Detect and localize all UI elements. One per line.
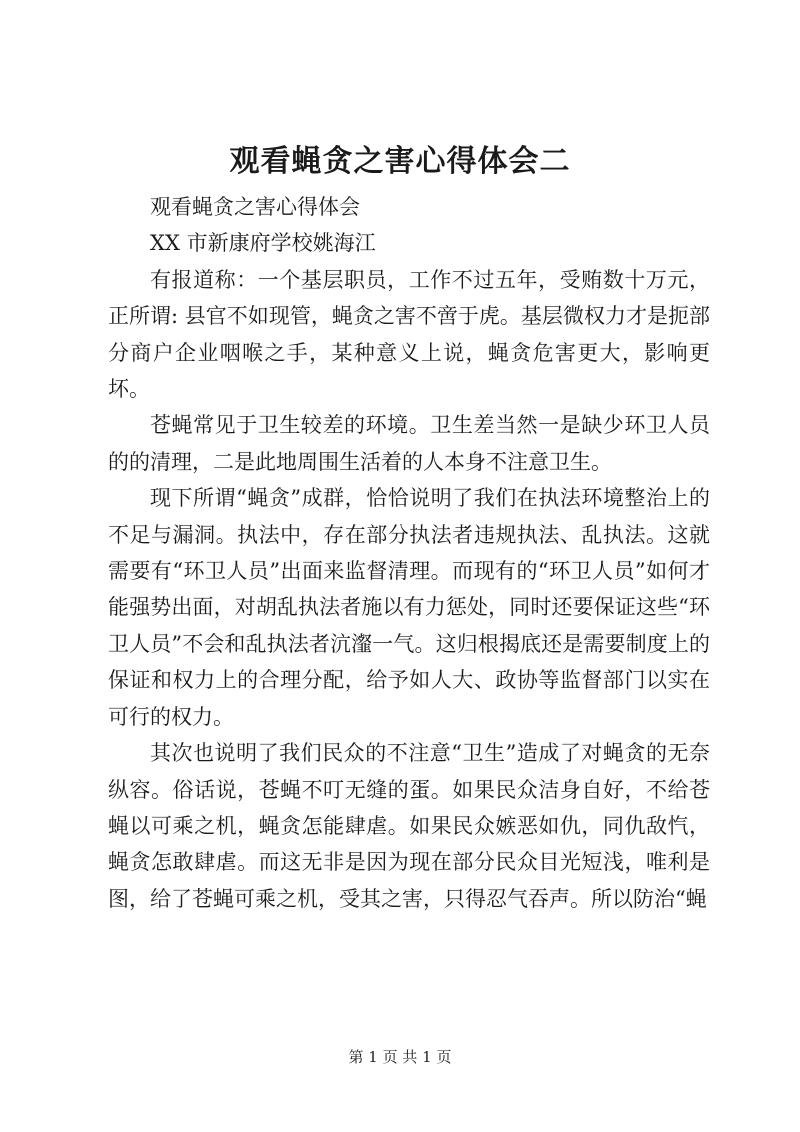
paragraph-author: XX 市新康府学校姚海江 — [150, 231, 376, 256]
paragraph-body: 有报道称：一个基层职员，工作不过五年，受贿数十万元，正所谓: 县官不如现管，蝇贪之害不啻于虎。基层微权力才是扼部分商户企业咽喉之手，某种意义上说，蝇贪危害更大，影响更坏。 — [108, 267, 710, 402]
page-number-footer: 第 1 页 共 1 页 — [348, 1048, 452, 1066]
paragraph-body: 现下所谓“蝇贪”成群，恰恰说明了我们在执法环境整治上的不足与漏洞。执法中，存在部分执法者违规执法、乱执法。这就需要有“环卫人员”出面来监督清理。而现有的“环卫人员”如何才能强势出面，对胡乱执法者施以有力惩处，同时还要保证这些“环卫人员”不会和乱执法者沆瀣一气。这归根揭底还是需要制度上的保证和权力上的合理分配，给予如人大、政协等监督部门以实在可行的权力。 — [108, 486, 710, 729]
paragraph-body: 苍蝇常见于卫生较差的环境。卫生差当然一是缺少环卫人员的的清理，二是此地周围生活着的人本身不注意卫生。 — [108, 413, 710, 474]
paragraph-body: 其次也说明了我们民众的不注意“卫生”造成了对蝇贪的无奈纵容。俗话说，苍蝇不叮无缝的蛋。如果民众洁身自好，不给苍蝇以可乘之机，蝇贪怎能肆虐。如果民众嫉恶如仇，同仇敌忾，蝇贪怎敢肆虐。而这无非是因为现在部分民众目光短浅，唯利是图，给了苍蝇可乘之机，受其之害，只得忍气吞声。所以防治“蝇 — [108, 741, 710, 911]
document-body — [108, 189, 710, 917]
paragraph-subtitle: 观看蝇贪之害心得体会 — [150, 195, 360, 219]
document-title: 观看蝇贪之害心得体会二 — [229, 144, 571, 179]
